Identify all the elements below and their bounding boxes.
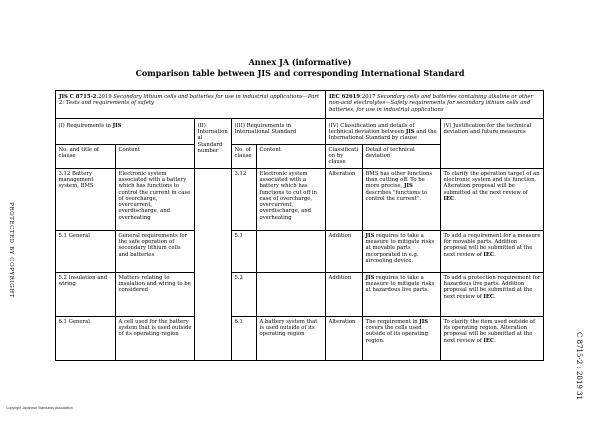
col-requirements-jis: (I) Requirements in JIS	[56, 118, 195, 144]
sub-justification-blank	[441, 144, 544, 168]
sub-content-iec: Content	[257, 144, 326, 168]
deviation-detail: JIS requires to take a measure to mitigate risks at hazardous live parts.	[363, 272, 441, 316]
jis-standard-cell: JIS C 8715-2:2019 Secondary lithium cells and batteries for use in industrial applications—Part 2: Tests and requirements of safety	[56, 91, 326, 119]
table-row	[56, 316, 544, 360]
clause-content: Matters relating to insulation and wiring to be considered	[116, 272, 195, 316]
clause-content: Electronic system associated with a battery which has functions to control the current in case of overcharge, overcurrent, overdischarge, and overheating	[116, 168, 195, 230]
justification: To add a requirement for a measure for movable parts. Addition proposal will be submitted at the next review of IEC.	[441, 230, 544, 272]
col-classification-details: (IV) Classification and details of technical deviation between JIS and the International Standard by clause	[326, 118, 441, 144]
iec-number-blank	[195, 168, 232, 230]
deviation-detail: BMS has other functions than cutting off. To be more precise, JIS describes "functions to control the current".	[363, 168, 441, 230]
sub-no-clause: No. of clause	[232, 144, 257, 168]
clause-title: 3.12 Battery management system, BMS	[56, 168, 116, 230]
justification: To clarify the item used outside of its operating region. Alteration proposal will be submitted at the next review of IEC.	[441, 316, 544, 360]
comparison-table	[55, 90, 544, 361]
classification: Addition	[326, 272, 363, 316]
deviation-detail: JIS requires to take a measure to mitigate risks at movable parts incorporated in e.g. aircooling device.	[363, 230, 441, 272]
col-international-standard-number: (II) International Standard number	[195, 118, 232, 168]
sub-classification: Classification by clause	[326, 144, 363, 168]
iec-number-blank	[195, 230, 232, 272]
clause-title: 6.1 General	[56, 316, 116, 360]
iec-number-blank	[195, 272, 232, 316]
classification: Alteration	[326, 168, 363, 230]
iec-clause-content: Electronic system associated with a battery which has functions to cut off in case of overcharge, overcurrent, overdischarge, and overheating	[257, 168, 326, 230]
iec-clause-no: 6.1	[232, 316, 257, 360]
annex-title: Annex JA (informative)	[248, 57, 352, 67]
iec-clause-content: A battery system that is used outside of its operating region	[257, 316, 326, 360]
iec-clause-no: 5.2	[232, 272, 257, 316]
copyright-side-label: PROTECTED BY COPYRIGHT	[8, 202, 14, 298]
iec-clause-no: 5.1	[232, 230, 257, 272]
classification: Addition	[326, 230, 363, 272]
annex-subtitle: Comparison table between JIS and corresponding International Standard	[135, 68, 465, 78]
classification: Alteration	[326, 316, 363, 360]
sub-no-title: No. and title of clause	[56, 144, 116, 168]
iec-number-blank	[195, 316, 232, 360]
standards-header-row	[56, 91, 544, 119]
clause-title: 5.2 Insulation and wiring	[56, 272, 116, 316]
clause-content: General requirements for the safe operation of secondary lithium cells and batteries	[116, 230, 195, 272]
page-number-side-label: C 8715-2 : 2019 31	[575, 332, 583, 400]
table-row	[56, 230, 544, 272]
table-row	[56, 272, 544, 316]
iec-clause-content	[257, 230, 326, 272]
sub-detail: Detail of technical deviation	[363, 144, 441, 168]
clause-title: 5.1 General	[56, 230, 116, 272]
col-justification: (V) Justification for the technical deviation and future measures	[441, 118, 544, 144]
iec-clause-no: 3.12	[232, 168, 257, 230]
col-requirements-international: (III) Requirements in International Standard	[232, 118, 326, 144]
deviation-detail: The requirement in JIS covers the cells used outside of its operating region.	[363, 316, 441, 360]
clause-content: A cell used for the battery system that is used outside of its operating region	[116, 316, 195, 360]
sub-content: Content	[116, 144, 195, 168]
iec-standard-cell: IEC 62619:2017 Secondary cells and batteries containing alkaline or other non-acid electrolytes—Safety requirements for secondary lithium cells and batteries, for use in industrial applications	[326, 91, 544, 119]
sub-header-row	[56, 144, 544, 168]
justification: To clarify the operation target of an electronic system and its function. Alteration proposal will be submitted at the next review of IEC.	[441, 168, 544, 230]
copyright-footer: Copyright Japanese Standards Association	[6, 406, 73, 410]
justification: To add a protection requirement for hazardous live parts. Addition proposal will be submitted at the next review of IEC.	[441, 272, 544, 316]
table-row	[56, 168, 544, 230]
column-header-row	[56, 118, 544, 144]
iec-clause-content	[257, 272, 326, 316]
